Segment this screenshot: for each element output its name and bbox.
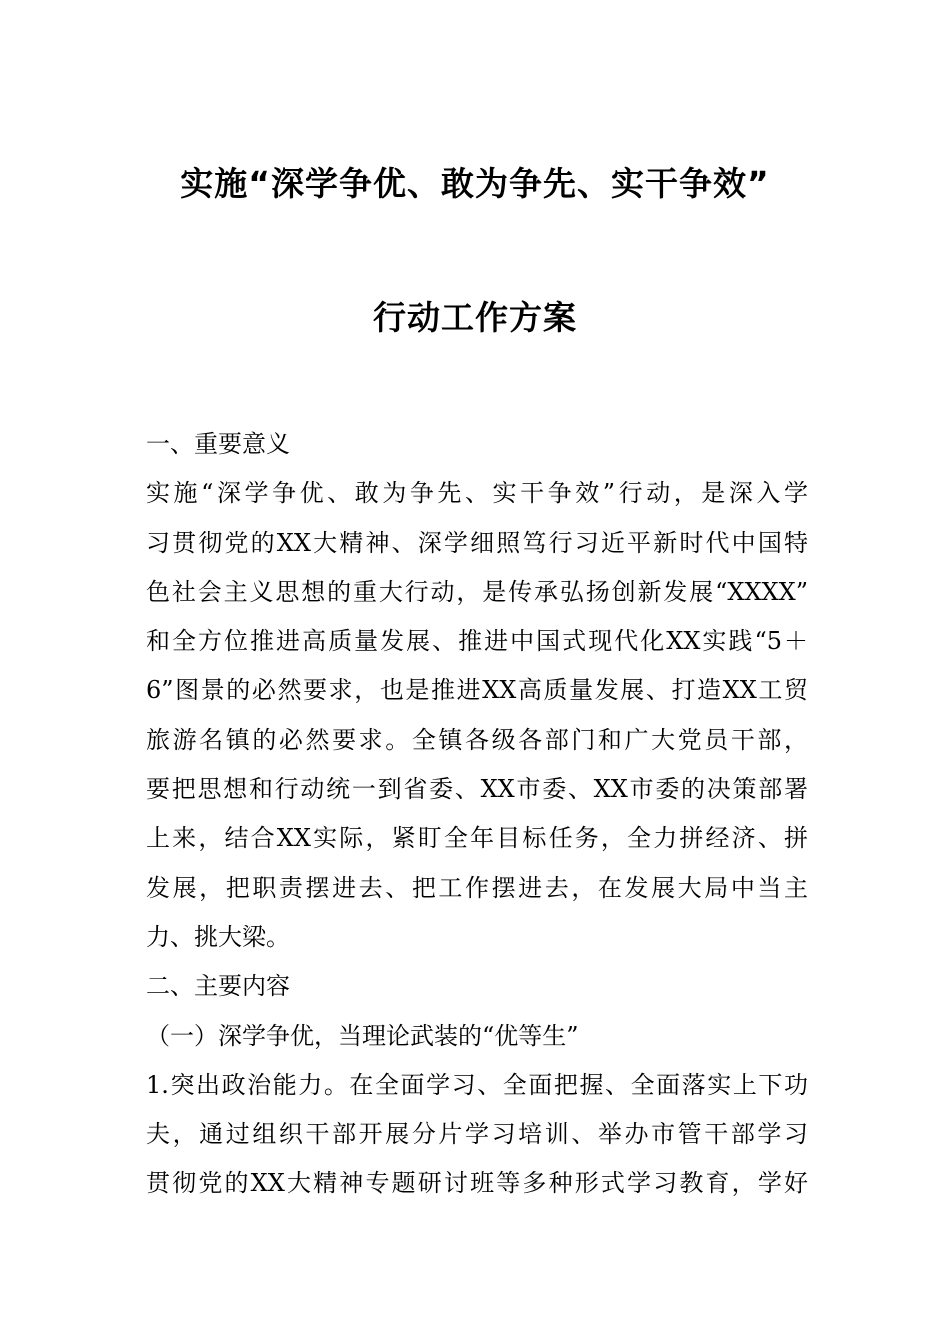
body-line: 上来，结合XX实际，紧盯全年目标任务，全力拼经济、拼 <box>146 824 808 853</box>
body-line: 和全方位推进高质量发展、推进中国式现代化XX实践“5＋ <box>146 627 808 656</box>
body-line: 发展，把职责摆进去、把工作摆进去，在发展大局中当主 <box>146 873 808 902</box>
body-line: （一）深学争优，当理论武装的“优等生” <box>146 1021 579 1050</box>
document-title-line-2: 行动工作方案 <box>373 298 577 337</box>
body-line: 一、重要意义 <box>146 430 290 458</box>
body-line: 夫，通过组织干部开展分片学习培训、举办市管干部学习 <box>146 1120 808 1149</box>
body-line: 旅游名镇的必然要求。全镇各级各部门和广大党员干部， <box>146 725 808 754</box>
body-line: 要把思想和行动统一到省委、XX市委、XX市委的决策部署 <box>146 775 808 804</box>
body-line: 二、主要内容 <box>146 972 290 1001</box>
body-line: 6”图景的必然要求，也是推进XX高质量发展、打造XX工贸 <box>146 676 808 705</box>
body-line: 贯彻党的XX大精神专题研讨班等多种形式学习教育，学好 <box>146 1169 808 1198</box>
body-line: 1.突出政治能力。在全面学习、全面把握、全面落实上下功 <box>146 1070 808 1099</box>
body-line: 力、挑大梁。 <box>146 922 290 951</box>
body-line: 实施“深学争优、敢为争先、实干争效”行动，是深入学 <box>146 479 808 508</box>
document-title-line-1: 实施“深学争优、敢为争先、实干争效” <box>180 164 770 203</box>
body-line: 色社会主义思想的重大行动，是传承弘扬创新发展“XXXX” <box>146 577 808 606</box>
body-line: 习贯彻党的XX大精神、深学细照笃行习近平新时代中国特 <box>146 528 808 557</box>
document-body <box>146 420 808 1209</box>
